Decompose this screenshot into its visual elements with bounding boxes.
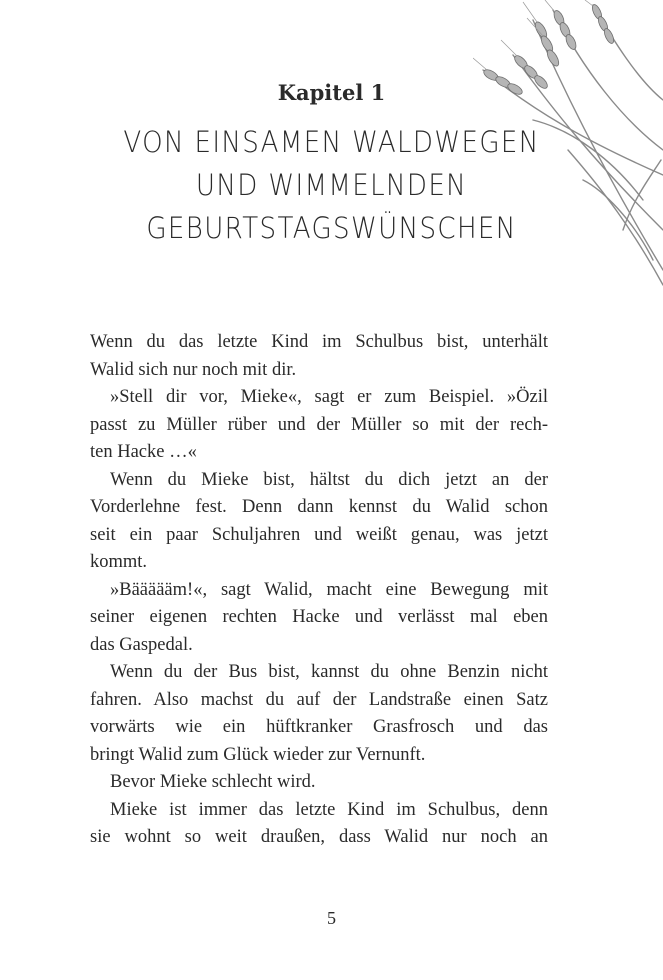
text-line: »Stell dir vor, Mieke«, sagt er zum Beispiel. »Özil [110,387,548,407]
text-line: kommt. [90,552,148,572]
text-line: vorwärts wie ein hüftkranker Grasfrosch und das [90,717,548,737]
text-line: fahren. Also machst du auf der Landstraße einen Satz [90,689,548,710]
text-line: seit ein paar Schuljahren und weißt genau, was jetzt [90,524,548,545]
text-line: Vorderlehne fest. Denn dann kennst du Walid schon [90,497,548,517]
body-text [90,329,548,852]
text-line: »Bäääääm!«, sagt Walid, macht eine Bewegung mit [110,579,548,600]
text-line: Walid sich nur noch mit dir. [90,359,297,380]
text-line: das Gaspedal. [90,634,193,655]
text-line: Bevor Mieke schlecht wird. [110,772,316,792]
text-line: Mieke ist immer das letzte Kind im Schulbus, denn [110,799,548,820]
text-line: seiner eigenen rechten Hacke und verlässt mal eben [90,607,548,627]
chapter-title [0,121,663,250]
text-line: bringt Walid zum Glück wieder zur Vernunft. [90,744,426,765]
page-number: 5 [327,908,336,928]
chapter-title-line: VON EINSAMEN WALDWEGEN [123,125,540,159]
text-line: Wenn du Mieke bist, hältst du dich jetzt an der [110,469,548,490]
chapter-title-line: GEBURTSTAGSWÜNSCHEN [146,211,517,245]
text-line: sie wohnt so weit draußen, dass Walid nur noch an [90,827,548,847]
text-line: passt zu Müller rüber und der Müller so mit der rech- [90,414,548,435]
chapter-title-line: UND WIMMELNDEN [195,168,468,202]
text-line: Wenn du das letzte Kind im Schulbus bist, unterhält [90,332,548,352]
text-line: ten Hacke …« [90,442,197,462]
text-line: Wenn du der Bus bist, kannst du ohne Benzin nicht [110,662,548,682]
chapter-label: Kapitel 1 [277,80,386,105]
